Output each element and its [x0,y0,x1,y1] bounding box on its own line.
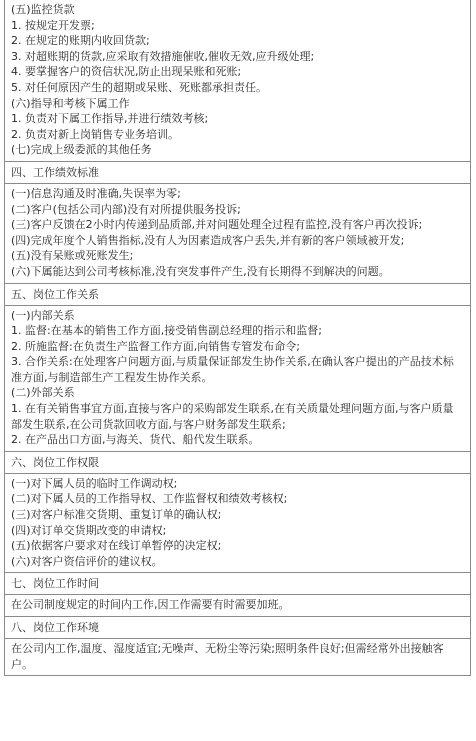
text-line: 在公司内工作,温度、湿度适宜;无噪声、无粉尘等污染;照明条件良好;但需经常外出接触客户。 [11,642,444,671]
job-description-table [4,0,471,676]
text-line: (五)依据客户要求对在线订单暂停的决定权; [11,539,222,553]
text-line: 1. 在有关销售事宜方面,直接与客户的采购部发生联系,在有关质量处理问题方面,与客户质量部发生联系,在公司货款回收方面,与客户财务部发生联系; [11,402,454,431]
text-line: (五)没有呆账或死账发生; [11,249,134,263]
text-line: (二)对下属人员的工作指导权、工作监督权和绩效考核权; [11,492,288,506]
text-line: (四)对订单交货期改变的申请权; [11,523,167,537]
section-heading: 四、工作绩效标准 [5,161,470,183]
text-line: (三)客户反馈在2小时内传递到品质部,并对问题处理全过程有监控,没有客户再次投诉; [11,218,423,232]
text-line: (六)下属能达到公司考核标准,没有突发事件产生,没有长期得不到解决的问题。 [11,264,390,278]
section-heading: 五、岗位工作关系 [5,283,470,305]
text-line: 在公司制度规定的时间内工作,因工作需要有时需要加班。 [11,598,290,612]
text-line: (二)客户(包括公司内部)没有对所提供服务投诉; [11,202,241,216]
text-line: 1. 按规定开发票; [11,18,95,32]
text-line: 3. 合作关系:在处理客户问题方面,与质量保证部发生协作关系,在确认客户提出的产品技术标准方面,与制造部生产工程发生协作关系。 [11,355,454,384]
section-heading: 七、岗位工作时间 [5,572,470,594]
text-line: (四)完成年度个人销售指标,没有人为因素造成客户丢失,并有新的客户领域被开发; [11,233,405,247]
text-line: (二)外部关系 [11,386,75,400]
section-body [5,594,470,616]
text-line: (六)对客户资信评价的建议权。 [11,554,163,568]
section-heading: 六、岗位工作权限 [5,451,470,473]
text-line: (一)内部关系 [11,308,75,322]
section-body [5,0,470,161]
text-line: 3. 对超账期的货款,应采取有效措施催收,催收无效,应升级处理; [11,49,315,63]
section-body [5,305,470,451]
text-line: 2. 在产品出口方面,与海关、货代、船代发生联系。 [11,433,260,447]
text-line: 2. 负责对新上岗销售专业务培训。 [11,127,179,141]
text-line: (五)监控货款 [11,3,75,16]
text-line: 5. 对任何原因产生的超期或呆账、死账都承担责任。 [11,80,267,94]
text-line: (一)对下属人员的临时工作调动权; [11,476,178,490]
section-body [5,183,470,283]
section-body [5,638,470,675]
section-body [5,473,470,573]
text-line: 2. 在规定的账期内收回货款; [11,34,150,48]
text-line: (一)信息沟通及时准确,失误率为零; [11,186,181,200]
text-line: (三)对客户标准交货期、重复订单的确认权; [11,508,222,522]
text-line: (七)完成上级委派的其他任务 [11,143,152,157]
section-heading: 八、岗位工作环境 [5,616,470,638]
text-line: (六)指导和考核下属工作 [11,96,130,110]
text-line: 1. 负责对下属工作指导,并进行绩效考核; [11,112,209,126]
text-line: 1. 监督:在基本的销售工作方面,接受销售副总经理的指示和监督; [11,324,322,338]
text-line: 2. 所施监督:在负责生产监督工作方面,向销售专管发布命令; [11,339,300,353]
text-line: 4. 要掌握客户的资信状况,防止出现呆账和死账; [11,65,242,79]
